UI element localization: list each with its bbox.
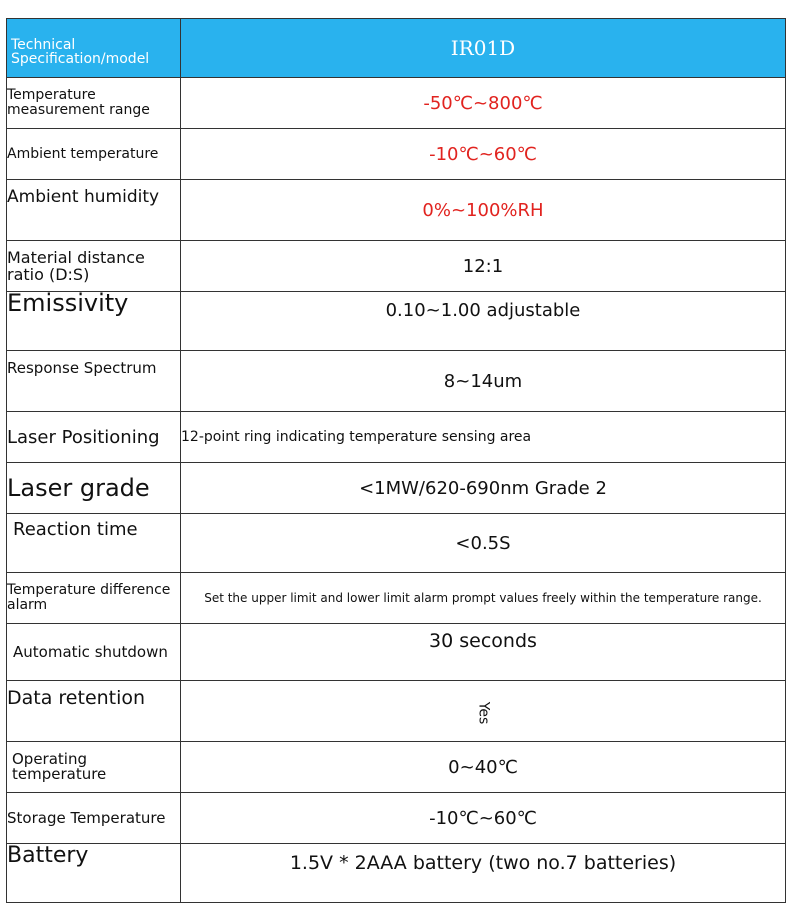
- spec-value: 0.10~1.00 adjustable: [181, 292, 786, 351]
- spec-label: Laser Positioning: [7, 412, 181, 463]
- spec-value: -50℃~800℃: [181, 78, 786, 129]
- table-row: [7, 742, 786, 793]
- spec-label: Storage Temperature: [7, 793, 181, 844]
- spec-label: Temperature difference alarm: [7, 573, 181, 624]
- table-row: [7, 180, 786, 241]
- spec-label: Response Spectrum: [7, 351, 181, 412]
- header-label: Technical Specification/model: [7, 19, 181, 78]
- spec-value: <1MW/620-690nm Grade 2: [181, 463, 786, 514]
- spec-label: Operating temperature: [7, 742, 181, 793]
- spec-label: Ambient temperature: [7, 129, 181, 180]
- spec-value: 8~14um: [181, 351, 786, 412]
- spec-label: Battery: [7, 844, 181, 903]
- spec-label: Laser grade: [7, 463, 181, 514]
- model-name: IR01D: [181, 19, 786, 78]
- spec-value: -10℃~60℃: [181, 129, 786, 180]
- spec-value: [181, 681, 786, 742]
- table-row: [7, 463, 786, 514]
- spec-table: [6, 18, 786, 903]
- table-row: [7, 624, 786, 681]
- table-row: [7, 129, 786, 180]
- spec-value: 1.5V * 2AAA battery (two no.7 batteries): [181, 844, 786, 903]
- spec-label: Automatic shutdown: [7, 624, 181, 681]
- spec-label: Material distance ratio (D:S): [7, 241, 181, 292]
- spec-value: <0.5S: [181, 514, 786, 573]
- spec-label: Ambient humidity: [7, 180, 181, 241]
- spec-value: 0~40℃: [181, 742, 786, 793]
- table-row: [7, 78, 786, 129]
- data-retention-value: Yes: [474, 701, 491, 724]
- table-row: [7, 573, 786, 624]
- spec-value: Set the upper limit and lower limit alarm prompt values freely within the temperature range.: [181, 573, 786, 624]
- spec-label: Temperature measurement range: [7, 78, 181, 129]
- spec-value: 12:1: [181, 241, 786, 292]
- spec-label: Emissivity: [7, 292, 181, 351]
- table-row: [7, 412, 786, 463]
- table-row: [7, 292, 786, 351]
- spec-value: 30 seconds: [181, 624, 786, 681]
- spec-value: 0%~100%RH: [181, 180, 786, 241]
- spec-label: Reaction time: [7, 514, 181, 573]
- table-row: [7, 681, 786, 742]
- table-row: [7, 241, 786, 292]
- table-row: [7, 844, 786, 903]
- table-row: [7, 351, 786, 412]
- table-row: [7, 793, 786, 844]
- table-row: [7, 514, 786, 573]
- spec-value: 12-point ring indicating temperature sensing area: [181, 412, 786, 463]
- spec-label: Data retention: [7, 681, 181, 742]
- header-row: [7, 19, 786, 78]
- spec-value: -10℃~60℃: [181, 793, 786, 844]
